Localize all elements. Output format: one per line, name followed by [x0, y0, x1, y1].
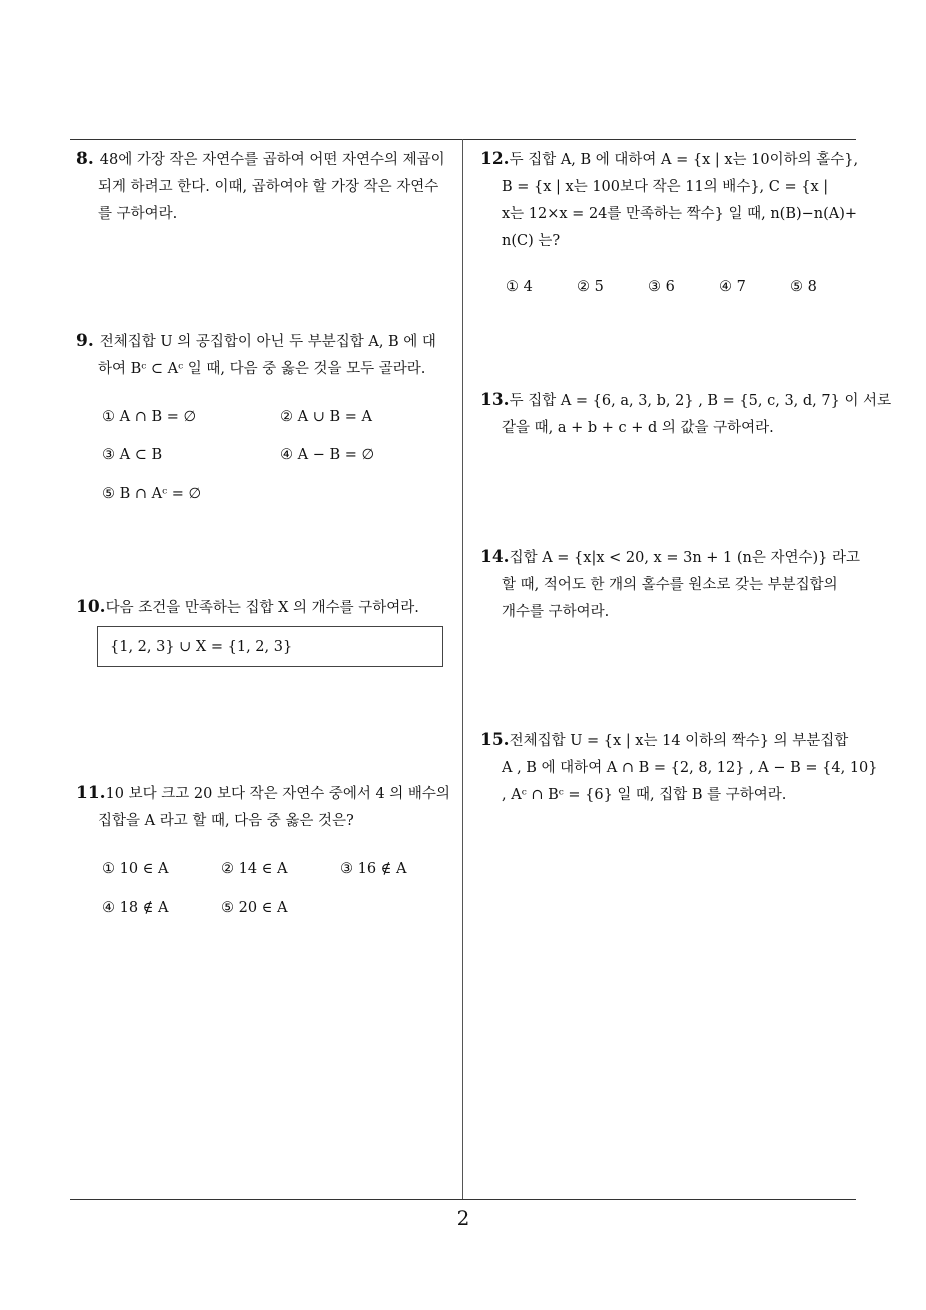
question-text: 전체집합 U = {x | x는 14 이하의 짝수} 의 부분집합: [509, 733, 849, 749]
question-text: 를 구하여라.: [98, 206, 178, 222]
question-text: 전체집합 U 의 공집합이 아닌 두 부분집합 A, B 에 대: [99, 334, 436, 350]
question-text: 두 집합 A = {6, a, 3, b, 2} , B = {5, c, 3, d, 7} 이 서로: [509, 393, 892, 409]
choice-2[interactable]: ② A ∪ B = A: [280, 409, 372, 425]
column-divider: [462, 139, 463, 1200]
question-text: 두 집합 A, B 에 대하여 A = {x | x는 10이하의 홀수},: [509, 152, 859, 168]
condition-box: {1, 2, 3} ∪ X = {1, 2, 3}: [97, 626, 443, 667]
question-text: 같을 때, a + b + c + d 의 값을 구하여라.: [502, 420, 774, 436]
question-text: A , B 에 대하여 A ∩ B = {2, 8, 12} , A − B = {4, 10}: [502, 760, 878, 776]
question-8: [76, 146, 445, 228]
choice-4[interactable]: ④ 7: [719, 279, 746, 295]
choice-1[interactable]: ① A ∩ B = ∅: [102, 409, 197, 425]
question-text: 하여 Bᶜ ⊂ Aᶜ 일 때, 다음 중 옳은 것을 모두 골라라.: [98, 361, 426, 377]
question-text: 집합을 A 라고 할 때, 다음 중 옳은 것은?: [98, 813, 354, 829]
question-text: B = {x | x는 100보다 작은 11의 배수}, C = {x |: [502, 179, 829, 195]
top-rule: [70, 139, 856, 140]
choice-2[interactable]: ② 14 ∈ A: [221, 861, 288, 877]
question-number: 14.: [480, 547, 510, 567]
choice-2[interactable]: ② 5: [577, 279, 604, 295]
question-number: 11.: [76, 783, 106, 803]
question-10: [76, 594, 419, 622]
choice-3[interactable]: ③ 6: [648, 279, 675, 295]
page-number: 2: [456, 1206, 470, 1230]
question-12: [480, 146, 858, 255]
question-number: 15.: [480, 730, 510, 750]
question-text: x는 12×x = 24를 만족하는 짝수} 일 때, n(B)−n(A)+: [502, 206, 858, 222]
choice-5[interactable]: ⑤ 20 ∈ A: [221, 900, 288, 916]
question-9: [76, 328, 436, 383]
choice-1[interactable]: ① 10 ∈ A: [102, 861, 169, 877]
choice-3[interactable]: ③ A ⊂ B: [102, 447, 163, 463]
question-text: 할 때, 적어도 한 개의 홀수를 원소로 갖는 부분집합의: [502, 577, 838, 593]
bottom-rule: [70, 1199, 856, 1200]
choice-1[interactable]: ① 4: [506, 279, 533, 295]
choice-5[interactable]: ⑤ B ∩ Aᶜ = ∅: [102, 486, 202, 502]
question-text: 10 보다 크고 20 보다 작은 자연수 중에서 4 의 배수의: [105, 786, 450, 802]
choice-4[interactable]: ④ A − B = ∅: [280, 447, 375, 463]
question-13: [480, 387, 891, 442]
question-number: 8.: [76, 149, 94, 169]
question-text: n(C) 는?: [502, 233, 561, 249]
question-number: 13.: [480, 390, 510, 410]
question-text: , Aᶜ ∩ Bᶜ = {6} 일 때, 집합 B 를 구하여라.: [502, 787, 787, 803]
choice-3[interactable]: ③ 16 ∉ A: [340, 861, 407, 877]
question-text: 48에 가장 작은 자연수를 곱하여 어떤 자연수의 제곱이: [99, 152, 445, 168]
question-text: 개수를 구하여라.: [502, 604, 610, 620]
choice-5[interactable]: ⑤ 8: [790, 279, 817, 295]
question-15: [480, 727, 878, 809]
question-text: 되게 하려고 한다. 이때, 곱하여야 할 가장 작은 자연수: [98, 179, 439, 195]
question-number: 9.: [76, 331, 94, 351]
question-text: 다음 조건을 만족하는 집합 X 의 개수를 구하여라.: [105, 600, 419, 616]
question-number: 12.: [480, 149, 510, 169]
question-11: [76, 780, 450, 835]
question-text: 집합 A = {x|x < 20, x = 3n + 1 (n은 자연수)} 라고: [509, 550, 860, 566]
choice-4[interactable]: ④ 18 ∉ A: [102, 900, 169, 916]
question-number: 10.: [76, 597, 106, 617]
question-14: [480, 544, 860, 626]
